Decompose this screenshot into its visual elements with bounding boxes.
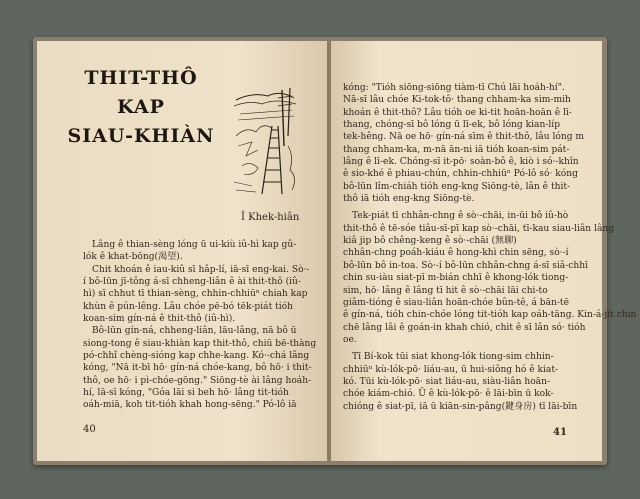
text-line: koan-sim gín-ná ê thit-thô (iû-hì). xyxy=(83,314,236,325)
title-line-2: KAP xyxy=(117,96,165,118)
text-line: lók ê khat-bōng(渴望). xyxy=(83,252,183,263)
text-line: Tī Bí-kok tūi siat khong-lók tiong-sim chhin- xyxy=(352,352,554,363)
text-line: kiâ jip bô chêng-keng ê sò·-chāi (無聊) xyxy=(343,236,517,247)
text-line: khoán ê thit-thô? Lâu tióh oe ki-tit hoān-hoān ê lī- xyxy=(343,107,572,118)
paragraph xyxy=(83,264,310,326)
text-line: siong-tong ê siau-khiàn kap thit-thô, chiū bē-thàng xyxy=(83,338,317,349)
text-line: thit-thô ê tē-sóe tiâu-sī-pī kap sò·-chāi, tī-kau siau-liân lâng xyxy=(343,223,615,234)
paragraph xyxy=(343,82,585,205)
text-line: chhân-chng poáh-kiáu ê hong-khì chin sēng, sò·-í xyxy=(343,248,569,259)
text-line: giâm-tióng ê siau-liân hoān-chóe bûn-tê, á bān-tē xyxy=(343,297,569,308)
text-line: hí, lā-sī kóng, "Góa lāi si beh hō· lâng tit-tióh xyxy=(83,388,289,399)
text-line: Lâng ê thian-sèng lóng ū ui-kiù iû-hì kap gû- xyxy=(92,240,297,250)
paragraph xyxy=(83,325,317,411)
author-name: Î Khek-hiân xyxy=(241,212,300,223)
text-line: í bô-lūn jī-tông á-sī chheng-liân ê ài thit-thô (iû- xyxy=(83,277,301,288)
text-line: kóng, "Nā it-bī hō· gín-ná chóe-kang, bô hō· i thit- xyxy=(83,363,312,374)
title-line-1: THIT-THÔ xyxy=(84,67,198,89)
text-line: sim, hō· lâng ê lâng tī hit ê sò·-chāi lāi chi-to xyxy=(343,285,548,296)
railway-landscape-illustration xyxy=(232,86,300,194)
paragraph xyxy=(343,351,578,413)
text-line: thang, chóng-sī bô lóng ū lī-ek, bô lóng kian-líp xyxy=(343,120,561,131)
text-line: bô-lūn lîm-chiáh tióh eng-kng Siōng-tè, lân ê thit- xyxy=(343,181,571,192)
text-line: tek-hêng. Nā oe hō· gín-ná sīm ê thit-thô, lâu lóng m xyxy=(343,132,585,143)
text-line: oáh-miā, koh tit-tióh khah hong-sēng." Pó-lô iā xyxy=(83,400,297,411)
text-line: Tek-piát tī chhân-chng ê sò·-chāi, in-ūi bô iû-hò xyxy=(352,211,569,222)
text-line: kó. Tūi kù-lók-pō· siat liáu-au, siàu-liân hoān- xyxy=(343,376,551,387)
text-line: ê sio-khé ê phiau-chún, chhin-chhiūⁿ Pó-lô só· kóng xyxy=(343,169,578,180)
page-number-right: 41 xyxy=(553,427,567,438)
text-line: ê gín-ná, tióh chin-chóe lóng tit-tióh kap oáh-tāng. Kin-á-jit chin xyxy=(343,310,637,321)
text-line: Bô-lūn gín-ná, chheng-liân, lāu-lâng, nā bô ū xyxy=(92,326,297,337)
text-line: Nā-sī lâu chóe Ki-tok-tô· thang chham-ka sim-mih xyxy=(343,95,571,106)
title-line-3: SIAU-KHIÀN xyxy=(67,125,215,147)
text-line: thang chham-ka, m-nā ān-ni iā tióh koan-sim pát- xyxy=(343,144,570,155)
left-page-body xyxy=(83,239,317,412)
text-line: pó-chhî chèng-sióng kap chhe-kang. Kó·-chá lâng xyxy=(83,351,310,362)
text-line: oe. xyxy=(343,334,357,345)
text-line: khùn ê pún-lêng. Lâu chóe pē-bó tēk-piát tióh xyxy=(83,301,294,312)
text-line: chin su-iàu siat-pī m-bián chhī ê khong-lók tiong- xyxy=(343,273,569,284)
text-line: chóe kiám-chió. Ū ê kù-lók-pō· ê lāi-bīn ū kok- xyxy=(343,389,554,400)
text-line: hì) sī chhut tī thian-sèng, chhin-chhiūⁿ chiah kap xyxy=(83,289,308,300)
text-line: bô-lūn bô in-toa. Sò·-í bô-lūn chhân-chng á-sī siâ-chhī xyxy=(343,260,589,271)
page-number-left: 40 xyxy=(83,424,96,435)
text-line: chē lâng lâi ê goán-in khah chió, chit ê sī lân só· tióh xyxy=(343,322,586,333)
right-page-body xyxy=(343,82,637,413)
text-line: Chit khoán ê iau-kiû sī hâp-lí, iā-sī eng-kai. Sò·- xyxy=(92,264,310,275)
text-line: thô iā tióh eng-kng Siōng-tè. xyxy=(343,194,475,205)
text-line: lâng ê lī-ek. Chóng-sī it-pō· soàn-bô ê, kiò i só·-khîn xyxy=(343,157,579,168)
text-line: chióng ê siat-pī, iā ū kiān-sin-pâng(鍵身房) tī lāi-bīn xyxy=(343,401,578,412)
text-line: kóng: "Tióh siōng-siōng tiàm-tī Chú lāi hoa̍h-hí". xyxy=(343,83,565,93)
chapter-title xyxy=(52,64,230,151)
paragraph xyxy=(343,210,637,346)
text-line: chhiūⁿ kù-lók-pō· liáu-au, ū hui-siông hó ê kiat- xyxy=(343,364,559,375)
paragraph xyxy=(83,239,307,264)
text-line: thô, oe hō· i pì-chóe-gōng." Siōng-tè ài lâng hoa̍h- xyxy=(83,375,312,386)
